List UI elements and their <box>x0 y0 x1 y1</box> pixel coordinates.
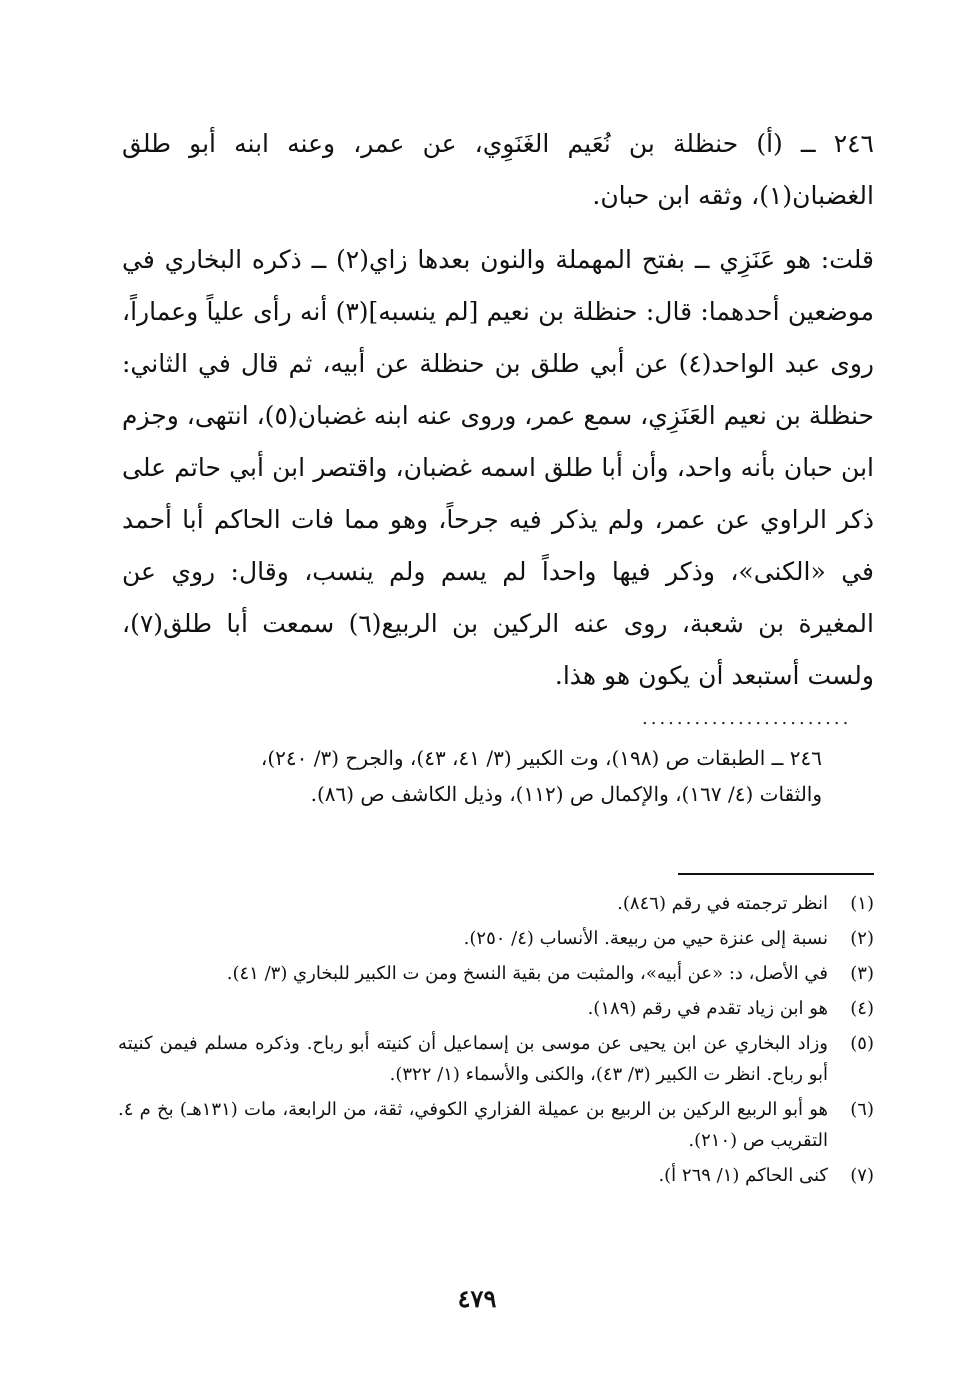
entry-body <box>122 118 874 702</box>
footnotes-list <box>118 888 874 1195</box>
sources-line-2: والثقات (٤/ ١٦٧)، والإكمال ص (١١٢)، وذيل الكاشف ص (٨٦). <box>310 782 822 806</box>
footnote-number: (٣) <box>850 963 874 984</box>
footnote-text: انظر ترجمته في رقم (٨٤٦). <box>617 893 828 914</box>
footnote-number: (٥) <box>850 1033 874 1054</box>
footnote <box>118 1028 874 1090</box>
footnote <box>118 993 874 1024</box>
footnote-rule <box>678 873 874 875</box>
separator-dots: ........................ <box>642 708 852 729</box>
footnote-number: (٤) <box>850 998 874 1019</box>
footnote-text: هو أبو الربيع الركين بن الربيع بن عميلة الفزاري الكوفي، ثقة، من الرابعة، مات (١٣١هـ) بخ م ٤. التقريب ص (٢١٠). <box>118 1099 829 1151</box>
sources-block <box>122 740 822 812</box>
sources-line-1: ٢٤٦ ــ الطبقات ص (١٩٨)، وت الكبير (٣/ ٤١، ٤٣)، والجرح (٣/ ٢٤٠)، <box>260 746 822 770</box>
footnote-text: نسبة إلى عنزة حيي من ربيعة. الأنساب (٤/ ٢٥٠). <box>463 928 828 949</box>
footnote-text: وزاد البخاري عن ابن يحيى عن موسى بن إسماعيل أن كنيته أبو رباح. وذكره مسلم فيمن كنيته أبو رباح. انظر ت الكبير (٣/ ٤٣)، والكنى والأسماء (١/ ٣٢٢). <box>118 1033 828 1085</box>
footnote <box>118 958 874 989</box>
page-number: ٤٧٩ <box>457 1284 497 1313</box>
footnote-number: (٧) <box>850 1165 874 1186</box>
footnote-number: (١) <box>850 893 874 914</box>
footnote-text: في الأصل، د: «عن أبيه»، والمثبت من بقية النسخ ومن ت الكبير للبخاري (٣/ ٤١). <box>226 963 828 984</box>
footnote <box>118 888 874 919</box>
entry-paragraph-2: قلت: هو عَنَزِي ــ بفتح المهملة والنون بعدها زاي(٢) ــ ذكره البخاري في موضعين أحدهما: قال: حنظلة بن نعيم [لم ينسبه](٣) أنه رأى علياً وعماراً، روى عبد الواحد(٤) عن أبي طلق بن حنظلة عن أبيه، ثم قال في الثاني: حنظلة بن نعيم العَنَزِي، سمع عمر، وروى عنه ابنه غضبان(٥)، انتهى، وجزم ابن حبان بأنه واحد، وأن أبا طلق اسمه غضبان، واقتصر ابن أبي حاتم على ذكر الراوي عن عمر، ولم يذكر فيه جرحاً، وهو مما فات الحاكم أبا أحمد في «الكنى»، وذكر فيها واحداً لم يسم ولم ينسب، وقال: روي عن المغيرة بن شعبة، روى عنه الركين بن الربيع(٦) سمعت أبا طلق(٧)، ولست أستبعد أن يكون هو هذا. <box>122 245 874 690</box>
footnote-number: (٢) <box>850 928 874 949</box>
footnote-text: هو ابن زياد تقدم في رقم (١٨٩). <box>587 998 828 1019</box>
footnote <box>118 923 874 954</box>
footnote <box>118 1094 874 1156</box>
footnote-text: كنى الحاكم (١/ ٢٦٩ أ). <box>658 1165 828 1186</box>
footnote-number: (٦) <box>850 1099 874 1120</box>
footnote <box>118 1160 874 1191</box>
entry-paragraph-1: ٢٤٦ ــ (أ) حنظلة بن نُعَيم الغَنَوِي، عن عمر، وعنه ابنه أبو طلق الغضبان(١)، وثقه ابن حبان. <box>122 129 874 210</box>
